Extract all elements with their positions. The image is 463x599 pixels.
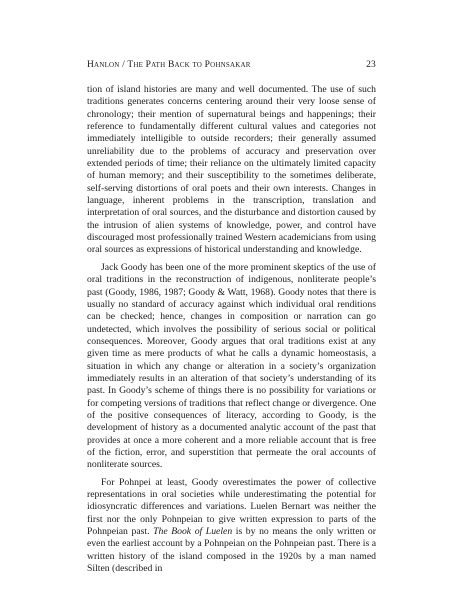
book-title: The Book of Luelen [153, 526, 233, 538]
paragraph-3-text-b: is by no means the only written or even the earliest account by a Pohnpeian on the Pohnpeian past. There is a written history of the island composed in the 1920s by a man named Silten (described in [87, 526, 376, 575]
body-text [87, 84, 376, 575]
running-title: Hanlon / The Path Back to Pohnsakar [87, 60, 251, 70]
paragraph-2: Jack Goody has been one of the more prominent skeptics of the use of oral traditions in the reconstruction of indigenous, nonliterate people’s past (Goody, 1986, 1987; Goody & Watt, 1968). Goody notes that there is usually no standard of accuracy against which individual oral renditions can be checked; hence, changes in composition or narration can go undetected, which involves the possibility of serious social or political consequences. Moreover, Goody argues that oral traditions exist at any given time as mere products of what he calls a dynamic homeostasis, a situation in which any change or alteration in a society’s organization immediately results in an alteration of that society’s understanding of its past. In Goody’s scheme of things there is no possibility for variations or for competing versions of traditions that reflect change or divergence. One of the positive consequences of literacy, according to Goody, is the development of history as a documented analytic account of the past that provides at once a more coherent and a more reliable account that is free of the fiction, error, and superstition that permeate the oral accounts of nonliterate sources. [87, 261, 376, 471]
paragraph-1: tion of island histories are many and well documented. The use of such traditions generates concerns centering around their very loose sense of chronology; their mention of supernatural beings and happenings; their reference to fundamentally different cultural values and categories not immediately intelligible to outside recorders; their generally assumed unreliability due to the problems of accuracy and preservation over extended periods of time; their reliance on the ultimately limited capacity of human memory; and their susceptibility to the sometimes deliberate, self-serving distortions of oral poets and their own interests. Changes in language, inherent problems in the transcription, translation and interpretation of oral sources, and the disturbance and distortion caused by the intrusion of alien systems of knowledge, power, and control have discouraged most professionally trained Western academicians from using oral sources as expressions of historical understanding and knowledge. [87, 84, 376, 256]
paragraph-3-text-a: For Pohnpei at least, Goody overestimates the power of collective representations in oral societies while underestimating the potential for idiosyncratic differences and variations. Luelen Bernart was neither the first nor the only Pohnpeian to give written expression to parts of the Pohnpeian past. [87, 476, 376, 538]
paragraph-3 [87, 477, 376, 576]
page-number: 23 [366, 60, 376, 70]
running-head [87, 60, 376, 70]
